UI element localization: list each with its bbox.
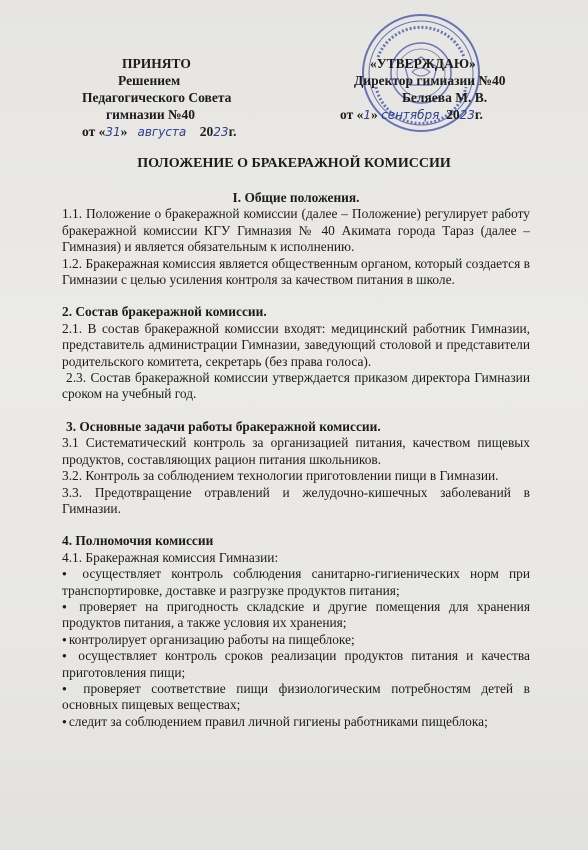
approved-date-day: 1 xyxy=(363,108,371,122)
approved-heading: «УТВЕРЖДАЮ» xyxy=(370,56,476,71)
approval-block-adopted xyxy=(82,55,237,141)
adopted-by-decision: Решением xyxy=(118,73,181,88)
adopted-heading: ПРИНЯТО xyxy=(122,56,191,71)
list-item: ● следит за соблюдением правил личной гигиены работниками пищеблока; xyxy=(62,714,530,730)
approved-date-year: 23 xyxy=(459,108,475,122)
approved-director: Директор гимназии №40 xyxy=(354,73,506,88)
paragraph-3-3: 3.3. Предотвращение отравлений и желудочно-кишечных заболеваний в Гимназии. xyxy=(62,484,530,516)
paragraph-1-1: 1.1. Положение о бракеражной комиссии (далее – Положение) регулирует работу бракеражной комиссии КГУ Гимназия № 40 Акимата города Тараз (далее – Гимназия) и является обязательным к исполнению. xyxy=(62,206,530,255)
paragraph-3-1: 3.1 Систематический контроль за организацией питания, качеством пищевых продуктов, составляющих рацион питания школьников. xyxy=(62,435,530,467)
document-body xyxy=(62,190,530,730)
adopted-date-month: августа xyxy=(137,125,187,139)
adopted-date: от «31» августа 2023г. xyxy=(82,124,237,139)
list-item: ● проверяет соответствие пищи физиологическим потребностям детей в основных пищевых веществах; xyxy=(62,681,530,714)
section-3-heading: 3. Основные задачи работы бракеражной комиссии. xyxy=(66,418,381,434)
adopted-date-year: 23 xyxy=(213,125,229,139)
list-item: ● контролирует организацию работы на пищеблоке; xyxy=(62,632,530,648)
section-2-heading: 2. Состав бракеражной комиссии. xyxy=(62,304,267,320)
approved-date-month: сентября xyxy=(381,108,440,122)
paragraph-1-2: 1.2. Бракеражная комиссия является общественным органом, который создается в Гимназии с целью усиления контроля за качеством питания в школе. xyxy=(62,255,530,288)
paragraph-3-2: 3.2. Контроль за соблюдением технологии приготовлении пищи в Гимназии. xyxy=(62,468,499,484)
approval-block-approved xyxy=(340,55,506,124)
list-item: ● осуществляет контроль сроков реализации продуктов питания и качества приготовления пищи; xyxy=(62,648,530,681)
document-title: ПОЛОЖЕНИЕ О БРАКЕРАЖНОЙ КОМИССИИ xyxy=(137,156,451,171)
list-item: ● осуществляет контроль соблюдения санитарно-гигиенических норм при транспортировке, доставке и разгрузке продуктов питания; xyxy=(62,566,530,599)
paragraph-2-3: 2.3. Состав бракеражной комиссии утверждается приказом директора Гимназии сроком на учебный год. xyxy=(62,370,530,402)
adopted-gymnasium: гимназии №40 xyxy=(106,107,196,122)
adopted-council: Педагогического Совета xyxy=(82,90,232,105)
paragraph-2-1: 2.1. В состав бракеражной комиссии входят: медицинский работник Гимназии, представитель администрации Гимназии, заведующий столовой и представители родительского комитета, секретарь (без права голоса). xyxy=(62,320,530,369)
section-4-heading: 4. Полномочия комиссии xyxy=(62,533,214,549)
list-item: ● проверяет на пригодность складские и другие помещения для хранения продуктов питания, а также условия их хранения; xyxy=(62,599,530,632)
adopted-date-day: 31 xyxy=(105,125,121,139)
section-1-heading: I. Общие положения. xyxy=(232,190,360,205)
paragraph-4-1: 4.1. Бракеражная комиссия Гимназии: xyxy=(62,549,279,565)
approved-director-name: Беляева М. В. xyxy=(402,90,488,105)
approved-date: от «1» сентября 2023г. xyxy=(340,107,483,122)
